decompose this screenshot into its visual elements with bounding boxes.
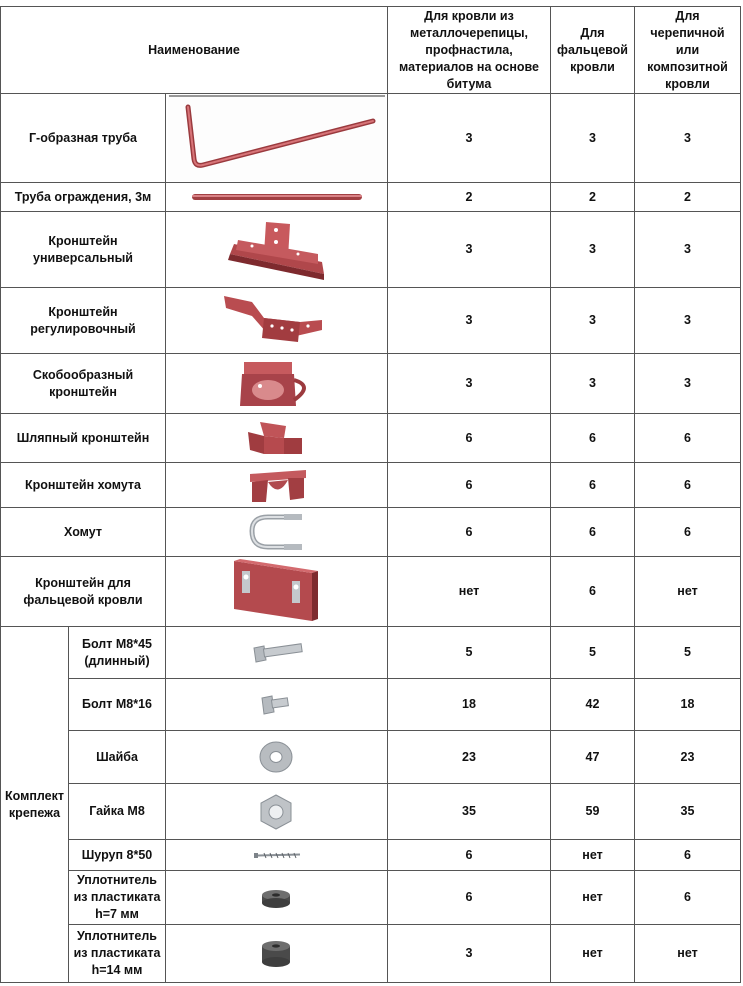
washer-icon [166,731,388,784]
qty-roof-seam: 6 [551,508,635,557]
table-row [1,288,741,354]
long-bolt-icon [166,627,388,679]
table-row [1,784,741,840]
table-row [1,183,741,212]
qty-roof-metal: 3 [388,354,551,414]
table-row [1,627,741,679]
table-row [1,354,741,414]
table-row [1,557,741,627]
l-shaped-pipe-icon [166,94,388,183]
qty-roof-metal: 2 [388,183,551,212]
qty-roof-seam: 3 [551,212,635,288]
kit-item-name: Шайба [69,731,166,784]
qty-roof-metal: 6 [388,414,551,463]
header-col2: Для фальцевой кровли [551,7,635,94]
item-name: Кронштейн для фальцевой кровли [1,557,166,627]
table-row [1,463,741,508]
table-row [1,508,741,557]
qty-roof-tile: 3 [635,94,741,183]
item-name: Кронштейн хомута [1,463,166,508]
clamp-bracket-icon [166,463,388,508]
screw-icon [166,840,388,871]
qty-roof-metal: 35 [388,784,551,840]
qty-roof-metal: нет [388,557,551,627]
qty-roof-metal: 6 [388,463,551,508]
qty-roof-tile: нет [635,557,741,627]
item-name: Кронштейн регулировочный [1,288,166,354]
seam-bracket-icon [166,557,388,627]
table-row [1,840,741,871]
qty-roof-metal: 3 [388,288,551,354]
qty-roof-seam: 3 [551,94,635,183]
qty-roof-seam: нет [551,871,635,925]
qty-roof-metal: 23 [388,731,551,784]
kit-item-name: Уплотнитель из пластиката h=14 мм [69,925,166,983]
qty-roof-tile: 6 [635,871,741,925]
seal-7mm-icon [166,871,388,925]
qty-roof-metal: 3 [388,94,551,183]
table-row [1,414,741,463]
kit-label: Комплект крепежа [1,627,69,983]
qty-roof-tile: 3 [635,354,741,414]
qty-roof-seam: 6 [551,463,635,508]
item-name: Кронштейн универсальный [1,212,166,288]
qty-roof-metal: 6 [388,508,551,557]
qty-roof-tile: 3 [635,288,741,354]
table-row [1,925,741,983]
staple-bracket-icon [166,354,388,414]
qty-roof-tile: 6 [635,414,741,463]
item-name: Хомут [1,508,166,557]
qty-roof-seam: 3 [551,288,635,354]
seal-14mm-icon [166,925,388,983]
qty-roof-seam: 5 [551,627,635,679]
nut-icon [166,784,388,840]
qty-roof-seam: 3 [551,354,635,414]
components-table [0,6,741,983]
qty-roof-metal: 3 [388,925,551,983]
kit-item-name: Болт М8*16 [69,679,166,731]
qty-roof-metal: 18 [388,679,551,731]
fence-pipe-icon [166,183,388,212]
qty-roof-tile: 35 [635,784,741,840]
table-row [1,94,741,183]
kit-item-name: Уплотнитель из пластиката h=7 мм [69,871,166,925]
kit-item-name: Болт М8*45 (длинный) [69,627,166,679]
item-name: Г-образная труба [1,94,166,183]
universal-bracket-icon [166,212,388,288]
header-col1: Для кровли из металлочерепицы, профнастила, материалов на основе битума [388,7,551,94]
qty-roof-seam: 6 [551,414,635,463]
hat-bracket-icon [166,414,388,463]
item-name: Труба ограждения, 3м [1,183,166,212]
qty-roof-seam: 6 [551,557,635,627]
u-clamp-icon [166,508,388,557]
qty-roof-seam: 59 [551,784,635,840]
kit-item-name: Гайка М8 [69,784,166,840]
item-name: Скобообразный кронштейн [1,354,166,414]
adjusting-bracket-icon [166,288,388,354]
qty-roof-tile: 18 [635,679,741,731]
qty-roof-tile: 2 [635,183,741,212]
qty-roof-tile: 23 [635,731,741,784]
qty-roof-metal: 3 [388,212,551,288]
qty-roof-tile: 3 [635,212,741,288]
qty-roof-tile: 5 [635,627,741,679]
item-name: Шляпный кронштейн [1,414,166,463]
qty-roof-seam: нет [551,840,635,871]
kit-item-name: Шуруп 8*50 [69,840,166,871]
header-name: Наименование [1,7,388,94]
header-row [1,7,741,94]
table-row [1,871,741,925]
qty-roof-tile: 6 [635,840,741,871]
qty-roof-seam: нет [551,925,635,983]
qty-roof-tile: 6 [635,508,741,557]
qty-roof-tile: 6 [635,463,741,508]
qty-roof-metal: 6 [388,871,551,925]
qty-roof-metal: 5 [388,627,551,679]
qty-roof-tile: нет [635,925,741,983]
table-row [1,731,741,784]
qty-roof-seam: 2 [551,183,635,212]
table-row [1,679,741,731]
short-bolt-icon [166,679,388,731]
qty-roof-metal: 6 [388,840,551,871]
table-row [1,212,741,288]
header-col3: Для черепичной или композитной кровли [635,7,741,94]
qty-roof-seam: 42 [551,679,635,731]
qty-roof-seam: 47 [551,731,635,784]
